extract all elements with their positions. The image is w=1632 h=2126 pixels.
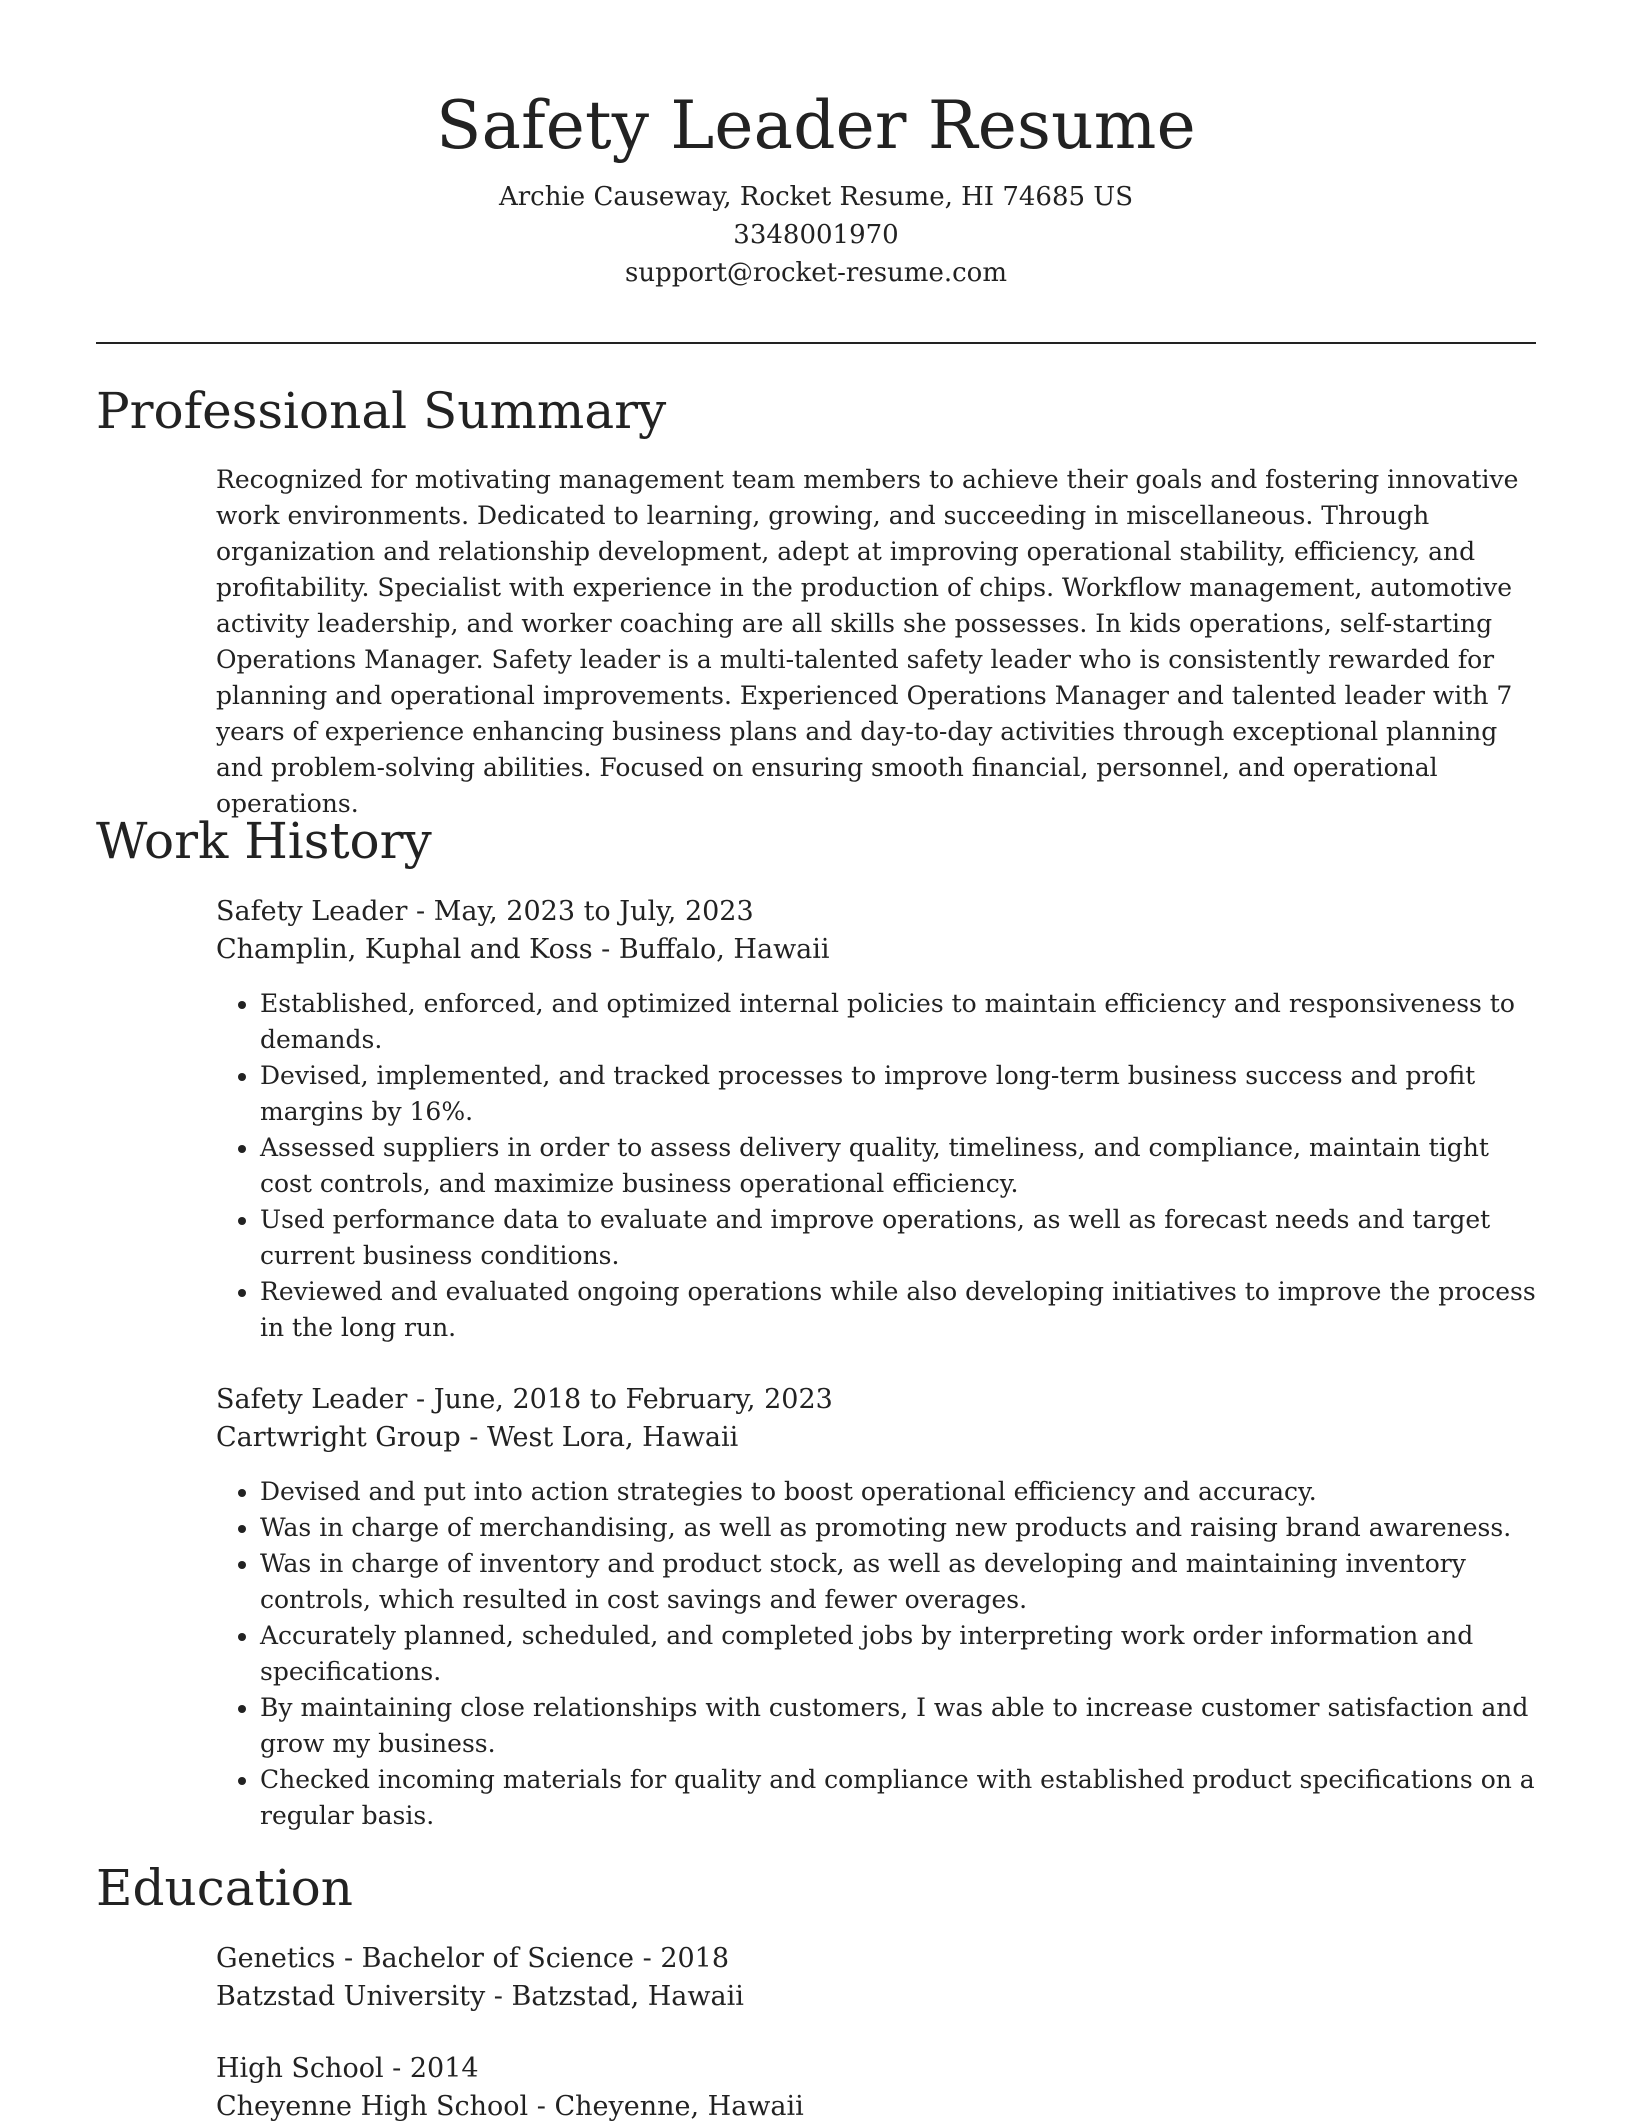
job-title-line: Safety Leader - June, 2018 to February, 2023 [216, 1384, 833, 1415]
list-item: • Devised and put into action strategies to boost operational efficiency and accuracy. [260, 1474, 1540, 1510]
section-title-work-history: Work History [96, 812, 432, 870]
section-title-education: Education [96, 1859, 353, 1917]
header-divider [96, 342, 1536, 344]
contact-info [96, 178, 1536, 292]
education-degree-line: High School - 2014 [216, 2053, 479, 2084]
job-title-line: Safety Leader - May, 2023 to July, 2023 [216, 896, 754, 927]
list-item: • Accurately planned, scheduled, and completed jobs by interpreting work order information and specifications. [260, 1618, 1540, 1690]
list-item: • Was in charge of inventory and product stock, as well as developing and maintaining inventory controls, which resulted in cost savings and fewer overages. [260, 1546, 1540, 1618]
contact-address: Archie Causeway, Rocket Resume, HI 74685 US [498, 182, 1134, 212]
job-bullet-list [216, 986, 1540, 1346]
list-item: • Checked incoming materials for quality and compliance with established product specifications on a regular basis. [260, 1762, 1540, 1834]
contact-phone: 3348001970 [733, 220, 899, 250]
list-item: • Assessed suppliers in order to assess delivery quality, timeliness, and compliance, maintain tight cost controls, and maximize business operational efficiency. [260, 1130, 1540, 1202]
education-degree-line: Genetics - Bachelor of Science - 2018 [216, 1943, 730, 1974]
list-item: • Used performance data to evaluate and improve operations, as well as forecast needs and target current business conditions. [260, 1202, 1540, 1274]
list-item: • Reviewed and evaluated ongoing operations while also developing initiatives to improve the process in the long run. [260, 1274, 1540, 1346]
list-item: • Was in charge of merchandising, as well as promoting new products and raising brand awareness. [260, 1510, 1540, 1546]
list-item: • Established, enforced, and optimized internal policies to maintain efficiency and responsiveness to demands. [260, 986, 1540, 1058]
list-item: • By maintaining close relationships with customers, I was able to increase customer satisfaction and grow my business. [260, 1690, 1540, 1762]
job-company-line: Champlin, Kuphal and Koss - Buffalo, Hawaii [216, 934, 830, 965]
list-item: • Devised, implemented, and tracked processes to improve long-term business success and profit margins by 16%. [260, 1058, 1540, 1130]
job-bullet-list [216, 1474, 1540, 1834]
summary-text: Recognized for motivating management team members to achieve their goals and fostering innovative work environments. Dedicated to learning, growing, and succeeding in miscellaneous. Through organization and relationship development, adept at improving operational stability, efficiency, and profitability. Specialist with experience in the production of chips. Workflow management, automotive activity leadership, and worker coaching are all skills she possesses. In kids operations, self-starting Operations Manager. Safety leader is a multi-talented safety leader who is consistently rewarded for planning and operational improvements. Experienced Operations Manager and talented leader with 7 years of experience enhancing business plans and day-to-day activities through exceptional planning and problem-solving abilities. Focused on ensuring smooth financial, personnel, and operational operations. [216, 465, 1519, 818]
education-school-line: Cheyenne High School - Cheyenne, Hawaii [216, 2091, 804, 2122]
resume-header [96, 84, 1536, 292]
contact-email: support@rocket-resume.com [624, 258, 1007, 288]
section-title-summary: Professional Summary [96, 382, 667, 440]
job-company-line: Cartwright Group - West Lora, Hawaii [216, 1422, 739, 1453]
education-school-line: Batzstad University - Batzstad, Hawaii [216, 1981, 744, 2012]
resume-title: Safety Leader Resume [436, 87, 1196, 164]
